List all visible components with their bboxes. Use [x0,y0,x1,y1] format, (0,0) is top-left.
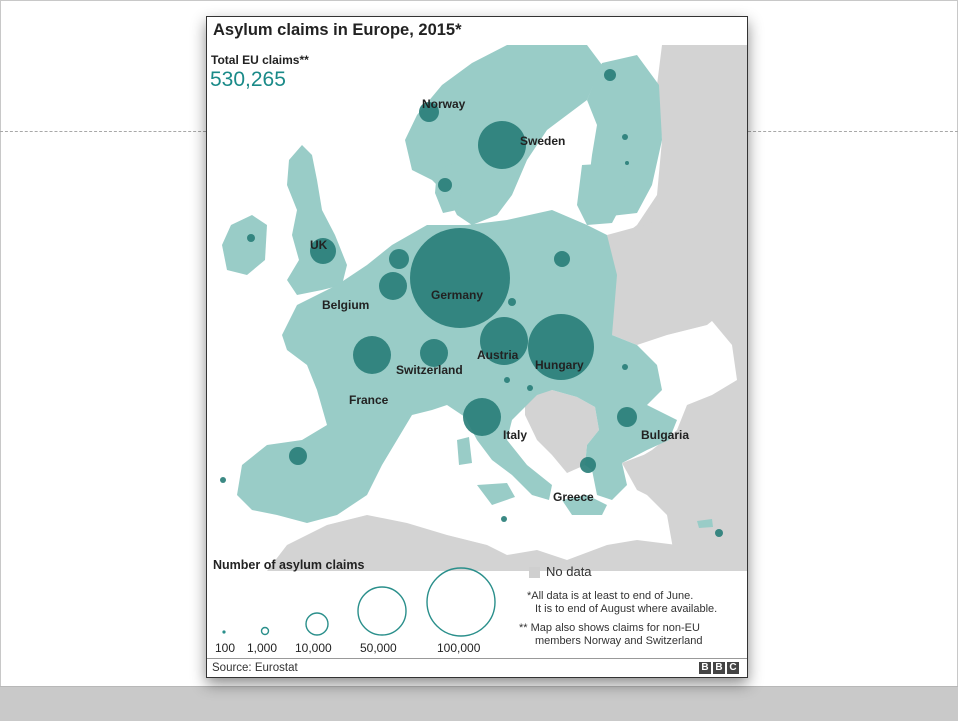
legend-circle-1000 [262,628,269,635]
claims-bubble-czechia [508,298,516,306]
claims-bubble-belgium [379,272,407,300]
legend-size-label-100: 100 [215,641,236,655]
claims-bubble-spain [289,447,307,465]
map-label-sweden: Sweden [520,134,566,148]
claims-bubble-germany [410,228,510,328]
footnote-1-cont: It is to end of August where available. [535,603,718,615]
map-label-italy: Italy [503,428,528,442]
map-label-austria: Austria [477,348,519,362]
map-label-belgium: Belgium [322,298,370,312]
map-label-switzerland: Switzerland [396,363,463,377]
claims-bubble-latvia [625,161,629,165]
legend-size-label-1000: 1,000 [247,641,278,655]
claims-bubble-portugal [220,477,226,483]
bbc-logo [699,662,739,674]
claims-bubble-france [353,336,391,374]
europe-map [207,45,747,571]
legend-size-label-50000: 50,000 [360,641,397,655]
map-label-norway: Norway [422,97,466,111]
legend-size-label-10000: 10,000 [295,641,332,655]
claims-bubble-croatia [527,385,533,391]
map-label-germany: Germany [431,288,484,302]
legend-circle-100000 [427,568,495,636]
legend-circle-50000 [358,587,406,635]
map-label-greece: Greece [553,490,594,504]
no-data-label: No data [546,564,592,579]
bbc-logo-letter: B [713,662,725,674]
slide-guide-line [748,131,958,132]
map-title: Asylum claims in Europe, 2015* [213,21,462,39]
claims-bubble-bulgaria [617,407,637,427]
claims-bubble-ireland [247,234,255,242]
source-credit: Source: Eurostat [212,662,298,674]
claims-bubble-cyprus [715,529,723,537]
source-divider [207,658,747,659]
bbc-logo-letter: C [727,662,739,674]
claims-bubble-slovenia [504,377,510,383]
map-label-hungary: Hungary [535,358,584,372]
legend-title: Number of asylum claims [213,558,365,572]
claims-bubble-poland [554,251,570,267]
claims-bubble-estonia [622,134,628,140]
slide-bottom-bar [0,686,958,721]
infographic-card [206,16,748,678]
total-claims-value: 530,265 [210,68,286,91]
claims-bubble-italy [463,398,501,436]
claims-bubble-netherlands [389,249,409,269]
claims-bubble-denmark [438,178,452,192]
slide-guide-line [0,131,206,132]
no-data-swatch [529,567,540,578]
map-label-uk: UK [310,238,328,252]
footnote-2-cont: members Norway and Switzerland [535,635,703,647]
footnote-1: *All data is at least to end of June. [527,590,694,602]
legend-circle-10000 [306,613,328,635]
legend-circle-100 [222,630,225,633]
claims-bubble-malta [501,516,507,522]
claims-bubble-sweden [478,121,526,169]
claims-bubble-greece [580,457,596,473]
bbc-logo-letter: B [699,662,711,674]
legend-size-label-100000: 100,000 [437,641,481,655]
map-label-france: France [349,393,389,407]
claims-bubble-romania [622,364,628,370]
claims-bubble-finland [604,69,616,81]
footnote-2: ** Map also shows claims for non-EU [519,622,700,634]
total-claims-label: Total EU claims** [211,53,309,67]
map-label-bulgaria: Bulgaria [641,428,690,442]
